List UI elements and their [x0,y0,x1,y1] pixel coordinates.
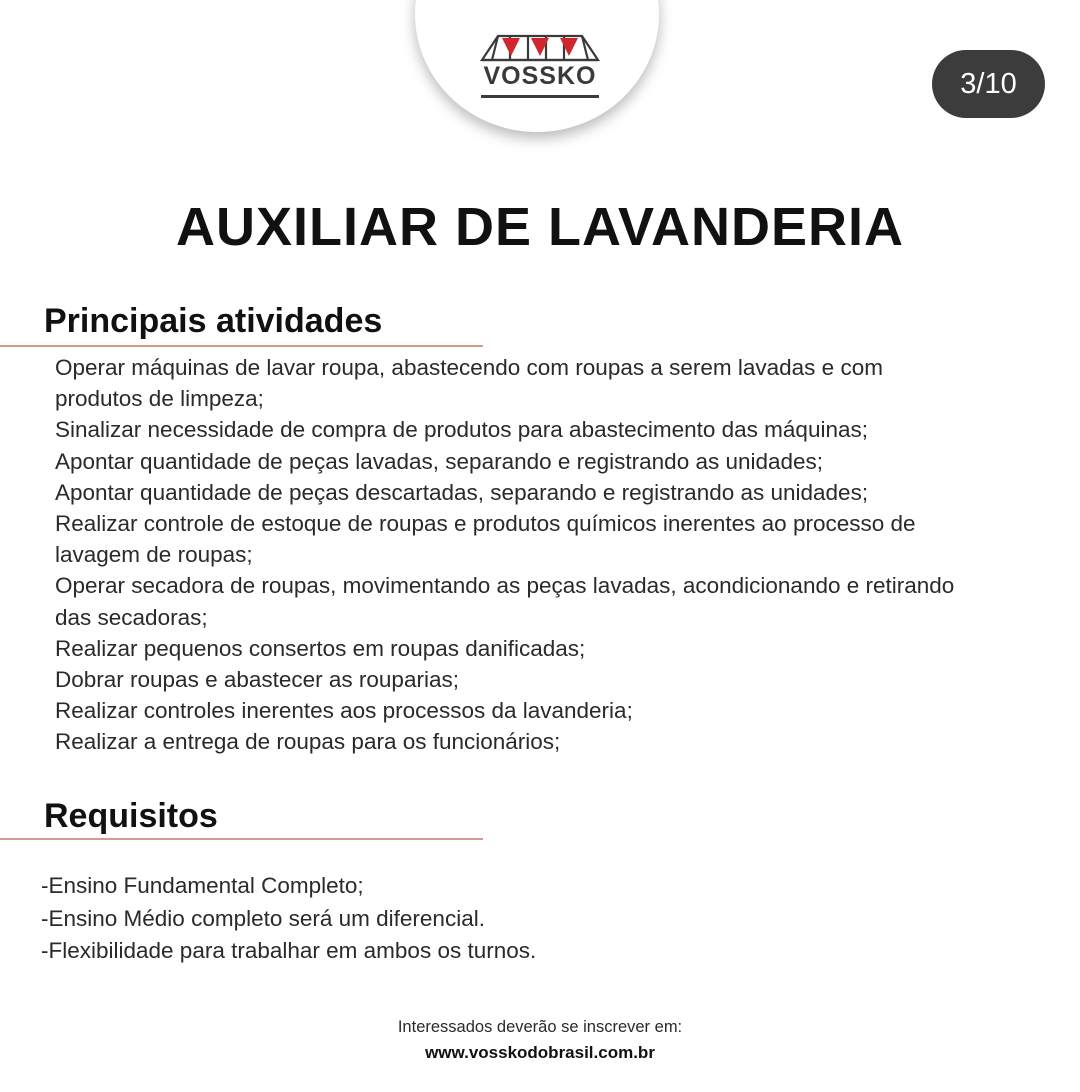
list-item: Realizar controles inerentes aos processos da lavanderia; [55,698,633,724]
footer-url: www.vosskodobrasil.com.br [425,1043,655,1062]
activities-list [55,352,1080,758]
activities-divider [0,345,483,347]
list-item: lavagem de roupas; [55,542,253,568]
logo-underline [481,95,599,98]
requirements-divider [0,838,483,840]
list-item: Operar máquinas de lavar roupa, abastecendo com roupas a serem lavadas e com [55,355,883,380]
logo-wordmark: VOSSKO [483,62,597,90]
list-item: Dobrar roupas e abastecer as rouparias; [55,667,459,693]
list-item: -Ensino Médio completo será um diferencial. [41,905,485,931]
requirements-list [41,870,1041,968]
page-indicator: 3/10 [932,50,1045,118]
list-item: Operar secadora de roupas, movimentando as peças lavadas, acondicionando e retirando [55,573,955,599]
list-item: Apontar quantidade de peças lavadas, separando e registrando as unidades; [55,448,824,474]
page-title: AUXILIAR DE LAVANDERIA [175,197,904,257]
list-item: -Ensino Fundamental Completo; [41,873,364,898]
activities-heading: Principais atividades [44,302,383,340]
list-item: Realizar pequenos consertos em roupas danificadas; [55,635,586,661]
list-item: das secadoras; [55,604,208,630]
footer-note: Interessados deverão se inscrever em: [397,1018,683,1036]
list-item: Apontar quantidade de peças descartadas, separando e registrando as unidades; [55,479,869,505]
list-item: produtos de limpeza; [55,386,264,412]
list-item: Realizar controle de estoque de roupas e produtos químicos inerentes ao processo de [55,511,916,537]
list-item: -Flexibilidade para trabalhar em ambos os turnos. [41,938,537,963]
list-item: Sinalizar necessidade de compra de produtos para abastecimento das máquinas; [55,417,868,443]
requirements-heading: Requisitos [44,797,218,835]
list-item: Realizar a entrega de roupas para os funcionários; [55,729,561,755]
